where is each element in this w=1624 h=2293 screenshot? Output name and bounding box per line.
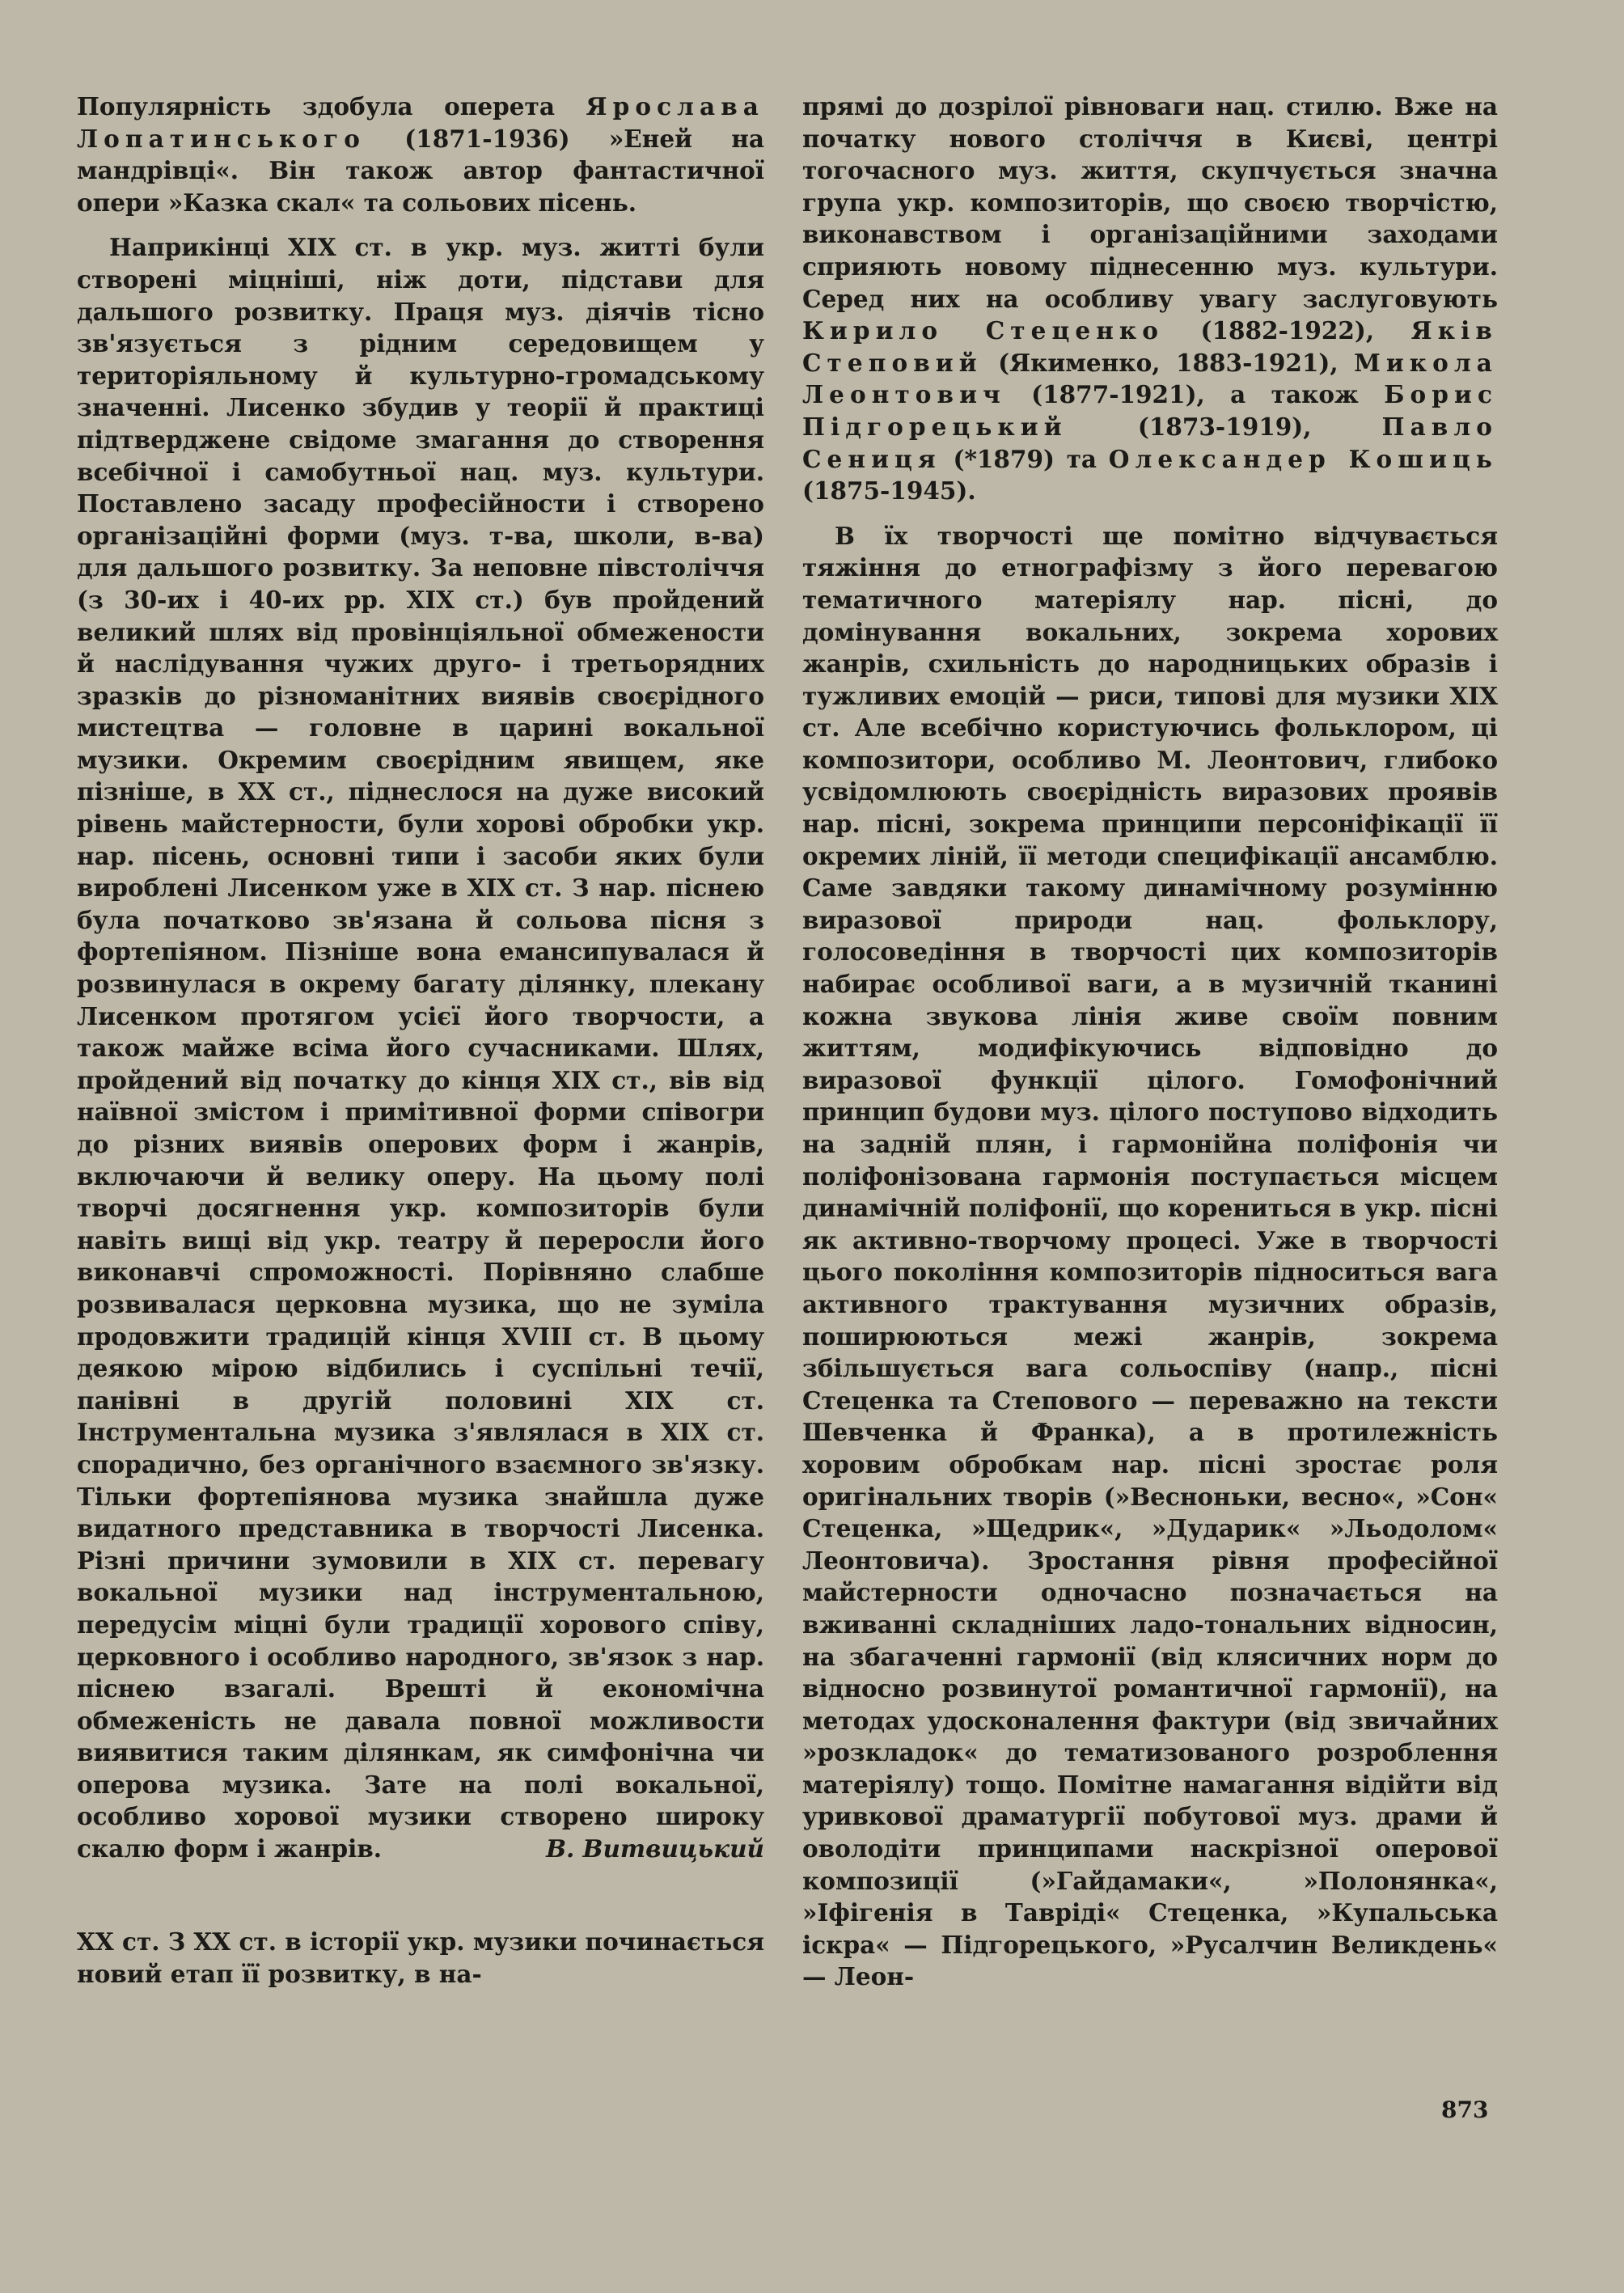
section-start [77,1926,764,1990]
right-column [802,91,1498,1993]
paragraph: Наприкінці XIX ст. в укр. муз. житті були створені міцніші, ніж доти, підстави для дальшого розвитку. Праця муз. діячів тісно зв'язується з рідним середовищем у територіяльному й культурно-громадському значенні. Лисенко збудив у теорії й практиці підтверджене свідоме змагання до створення всебічної і самобутньої нац. муз. культури. Поставлено засаду професійности і створено організаційні форми (муз. т-ва, школи, в-ва) для дальшого розвитку. За неповне півстоліччя (з 30-их і 40-их рр. XIX ст.) був пройдений великий шлях від провінціяльної обмежености й наслідування чужих друго- і третьорядних зразків до різноманітних виявів своєрідного мистецтва — головне в царині вокальної музики. Окремим своєрідним явищем, яке пізніше, в XX ст., піднеслося на дуже високий рівень майстерности, були хорові обробки укр. нар. пісень, основні типи і засоби яких були вироблені Лисенком уже в XIX ст. З нар. піснею була початково зв'язана й сольова пісня з фортепіяном. Пізніше вона емансипувалася й розвинулася в окрему багату ділянку, плекану Лисенком протягом усієї його творчости, а також майже всіма його сучасниками. Шлях, пройдений від початку до кінця XIX ст., вів від наївної змістом і примітивної форми співогри до різних виявів оперових форм і жанрів, включаючи й велику оперу. На цьому полі творчі досягнення укр. композиторів були навіть вищі від укр. театру й переросли його виконавчі спроможності. Порівняно слабше розвивалася церковна музика, що не зуміла продовжити традицій кінця XVIII ст. В цьому деякою мірою відбились і суспільні течії, панівні в другій половині XIX ст. Інструментальна музика з'являлася в XIX ст. спорадично, без органічного взаємного зв'язку. Тільки фортепіянова музика знайшла дуже видатного представника в творчості Лисенка. Різні причини зумовили в XIX ст. перевагу вокальної музики над інструментальною, передусім міцні були традиції хорового співу, церковного і особливо народного, зв'язок з нар. піснею взагалі. Врешті й економічна обмеженість не давала повної можливости виявитися таким ділянкам, як симфонічна чи оперова музика. Зате на полі вокальної, особливо хорової музики створено широку скалю форм і жанрів. [77,233,764,1864]
left-column [77,91,764,1990]
paragraph [77,91,764,218]
spaced-name: Яків Степовий [802,316,1498,377]
text-run: (1873-1919), [1067,412,1382,441]
text-run: Популярність здобула оперета [77,92,586,121]
text-run: (1877-1921), а також [1005,380,1385,409]
spaced-name: Борис Підгорецький [802,380,1498,441]
spaced-name: Микола Леонтович [802,348,1498,409]
page-number: 873 [1441,2096,1489,2123]
text-run: (1875-1945). [802,476,976,506]
text-run: (1871-1936) »Еней на мандрівці«. Він також автор фантастичної опери »Казка скал« та сольових пісень. [77,124,764,217]
paragraph: В їх творчості ще помітно відчувається тяжіння до етнографізму з його перевагою тематичного матеріялу нар. пісні, до домінування вокальних, зокрема хорових жанрів, схильність до народницьких образів і тужливих емоцій — риси, типові для музики XIX ст. Але всебічно користуючись фольклором, ці композитори, особливо М. Леонтович, глибоко усвідомлюють своєрідність виразових проявів нар. пісні, зокрема принципи персоніфікації її окремих ліній, її методи специфікації ансамблю. Саме завдяки такому динамічному розумінню виразової природи нац. фольклору, голосоведіння в творчості цих композиторів набирає особливої ваги, а в музичній тканині кожна звукова лінія живе своїм повним життям, модифікуючись відповідно до виразової функції цілого. Гомофонічний принцип будови муз. цілого поступово відходить на задній плян, і гармонійна поліфонія чи поліфонізована гармонія поступається місцем динамічній поліфонії, що корениться в укр. пісні як активно-творчому процесі. Уже в творчості цього покоління композиторів підноситься вага активного трактування музичних образів, поширюються межі жанрів, зокрема збільшується вага сольоспіву (напр., пісні Стеценка та Степового — переважно на тексти Шевченка й Франка), а в протилежність хоровим обробкам нар. пісні зростає роля оригінальних творів (»Весноньки, весно«, »Сон« Стеценка, »Щедрик«, »Дударик« »Льодолом« Леонтовича). Зростання рівня професійної майстерности одночасно позначається на вживанні складніших ладо-тональних відносин, на збагаченні гармонії (від клясичних норм до відносно розвинутої романтичної гармонії), на методах удосконалення фактури (від звичайних »розкладок« до тематизованого розроблення матеріялу) тощо. Помітне намагання відійти від уривкової драматургії побутової муз. драми й оволодіти принципами наскрізної оперової композиції (»Гайдамаки«, »Полонянка«, »Іфігенія в Тавріді« Стеценка, »Купальська іскра« — Підгорецького, »Русалчин Великдень« — Леон- [802,521,1498,1991]
spaced-name: Олександер Кошиць [1108,444,1498,473]
spaced-name: Ярослава Лопатинського [77,92,764,153]
text-run: З XX ст. в історії укр. музики починається новий етап її розвитку, в на- [77,1927,764,1988]
author-signature: В. Витвицький [546,1834,764,1863]
text-run: (Якименко, 1883-1921), [982,348,1355,377]
section-label: XX ст. [77,1927,160,1957]
text-run: (*1879) та [941,444,1109,473]
text-run: (1882-1922), [1164,316,1411,345]
spaced-name: Павло Сениця [802,412,1498,473]
spaced-name: Кирило Стеценко [802,316,1165,345]
paragraph [802,91,1498,507]
text-run: прямі до дозрілої рівноваги нац. стилю. Вже на початку нового століччя в Києві, центрі тогочасного муз. життя, скупчується значна група укр. композиторів, що своєю творчістю, виконавством і організаційними заходами сприяють новому піднесенню муз. культури. Серед них на особливу увагу заслуговують [802,92,1498,313]
